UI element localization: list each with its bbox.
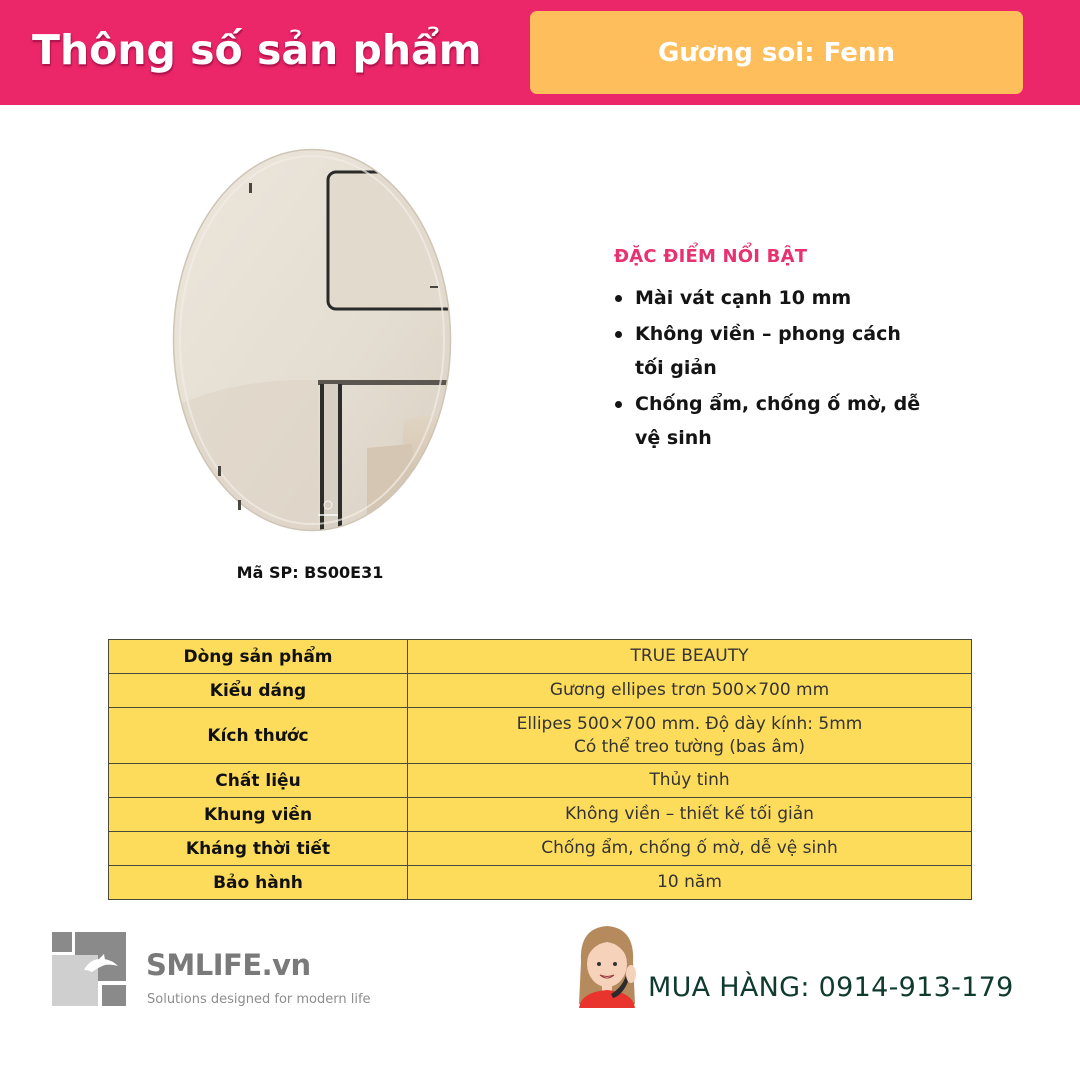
feature-item: Chống ẩm, chống ố mờ, dễ vệ sinh (614, 387, 934, 455)
table-row (109, 866, 972, 900)
spec-value: Chống ẩm, chống ố mờ, dễ vệ sinh (408, 832, 972, 866)
spec-value: Gương ellipes trơn 500×700 mm (408, 674, 972, 708)
features-list (614, 281, 934, 455)
dolphin-squares-logo-icon (52, 932, 126, 1006)
spec-label: Chất liệu (109, 764, 408, 798)
spec-label: Kiểu dáng (109, 674, 408, 708)
spec-value-line: Có thể treo tường (bas âm) (573, 736, 806, 757)
feature-item: Không viền – phong cách tối giản (614, 317, 934, 385)
page-title: Thông số sản phẩm (32, 26, 482, 74)
feature-item: Mài vát cạnh 10 mm (614, 281, 934, 315)
contact-phone: MUA HÀNG: 0914-913-179 (648, 972, 1014, 1003)
brand-block (52, 932, 412, 1012)
table-row (109, 708, 972, 764)
table-row (109, 674, 972, 708)
header-bar (0, 0, 1080, 105)
spec-value: TRUE BEAUTY (408, 640, 972, 674)
contact-block (575, 922, 1055, 1012)
table-row (109, 798, 972, 832)
product-image (172, 148, 452, 532)
brand-tagline: Solutions designed for modern life (147, 992, 371, 1007)
woman-on-phone-icon (575, 922, 639, 1008)
oval-mirror-image (172, 148, 452, 532)
brand-name: SMLIFE.vn (146, 948, 311, 982)
spec-label: Khung viền (109, 798, 408, 832)
spec-label: Bảo hành (109, 866, 408, 900)
spec-table (108, 639, 972, 900)
product-name-badge: Gương soi: Fenn (530, 11, 1023, 94)
spec-label: Kích thước (109, 708, 408, 764)
spec-value: Thủy tinh (408, 764, 972, 798)
table-row (109, 764, 972, 798)
table-row (109, 832, 972, 866)
features-section (614, 246, 934, 457)
spec-value: 10 năm (408, 866, 972, 900)
product-sku: Mã SP: BS00E31 (236, 563, 384, 582)
table-row (109, 640, 972, 674)
spec-value-line: Ellipes 500×700 mm. Độ dày kính: 5mm (516, 713, 863, 734)
spec-value (408, 708, 972, 764)
spec-label: Dòng sản phẩm (109, 640, 408, 674)
spec-label: Kháng thời tiết (109, 832, 408, 866)
spec-value: Không viền – thiết kế tối giản (408, 798, 972, 832)
features-title: ĐẶC ĐIỂM NỔI BẬT (614, 246, 808, 267)
